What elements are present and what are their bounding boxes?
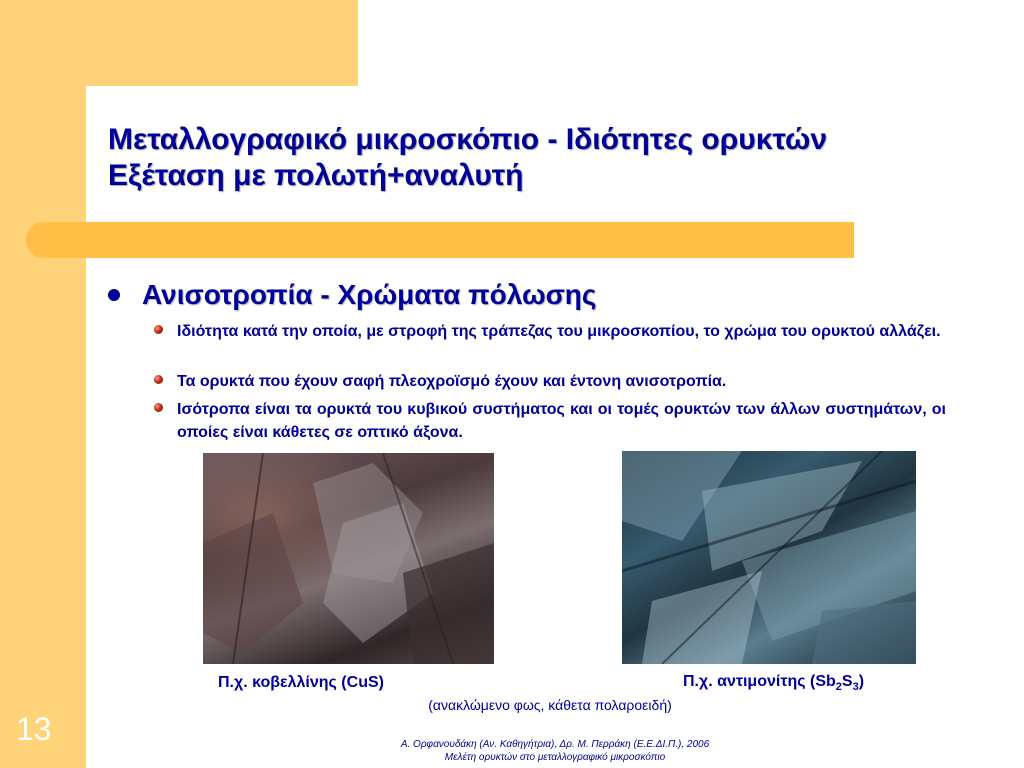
caption-right: Π.χ. αντιμονίτης $(Sb_2S_3)$ [683, 673, 865, 694]
sub-bullet-item [154, 398, 946, 444]
stibnite-micrograph-image [622, 451, 916, 664]
sub-bullet-icon [154, 325, 163, 334]
sub-bullet-icon [154, 403, 163, 412]
sub-bullet-item [154, 320, 946, 343]
sub-bullet-text: Τα ορυκτά που έχουν σαφή πλεοχροϊσμό έχουν και έντονη ανισοτροπία. [177, 373, 727, 390]
caption-left: Π.χ. κοβελλίνης (CuS) [218, 674, 384, 691]
sub-bullet-text: Ισότροπα είναι τα ορυκτά του κυβικού συστήματος και οι τομές ορυκτών των άλλων συστημάτων, οι οποίες είναι κάθετες σε οπτικό άξονα. [177, 401, 946, 441]
sub-bullet-icon [154, 375, 163, 384]
stibnite-texture [622, 451, 916, 664]
footer-authors: Α. Ορφανουδάκη (Αν. Καθηγήτρια), Δρ. Μ. Περράκη (Ε.Ε.ΔΙ.Π.), 2006 [400, 739, 710, 750]
slide-title-line-2: Εξέταση με πολωτή+αναλυτή [108, 159, 524, 192]
covellite-micrograph-image [203, 453, 494, 664]
sub-bullet-item [154, 370, 946, 393]
covellite-texture [203, 453, 494, 664]
title-divider-bar [26, 222, 854, 258]
footer-course-title: Μελέτη ορυκτών στο μεταλλογραφικό μικροσκόπιο [444, 752, 666, 763]
main-bullet-text: Ανισοτροπία - Χρώματα πόλωσης [142, 279, 597, 310]
slide-number: 13 [16, 711, 52, 747]
background-yellow-left [0, 0, 86, 768]
background-yellow-top [0, 0, 358, 86]
lighting-note: (ανακλώμενο φως, κάθετα πολαροειδή) [428, 697, 672, 713]
sub-bullet-text: Ιδιότητα κατά την οποία, με στροφή της τράπεζας του μικροσκοπίου, το χρώμα του ορυκτού αλλάζει. [177, 323, 941, 340]
bullet-dot-icon [108, 289, 120, 301]
slide-title [108, 122, 1008, 194]
main-bullet [108, 278, 596, 312]
slide-title-line-1: Μεταλλογραφικό μικροσκόπιο - Ιδιότητες ορυκτών [108, 123, 828, 156]
